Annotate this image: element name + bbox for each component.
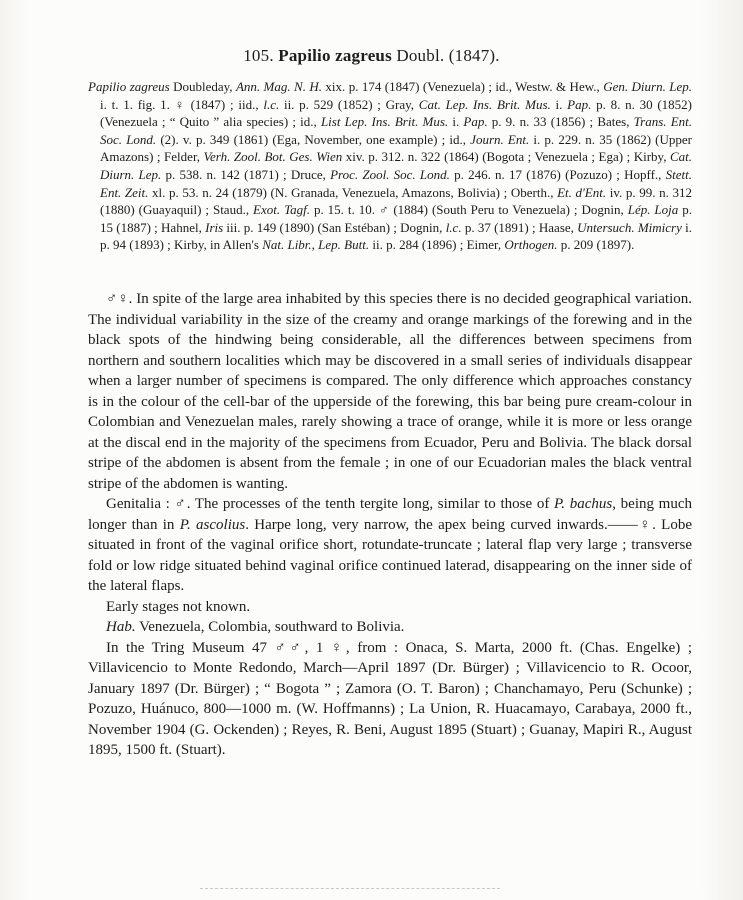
genitalia-text: Genitalia : ♂. The processes of the tenth tergite long, similar to those of [106,496,555,512]
syn-text: iii. p. 149 (1890) (San Estéban) ; Dognin, [223,219,446,235]
syn-text: i. [550,96,568,112]
syn-citation: Lép. Loja [627,202,679,218]
habitat-label: Hab. [106,619,136,635]
syn-text: xix. p. 174 (1847) (Venezuela) ; id., Westw. & Hew., [322,79,604,94]
syn-citation: Stett. Ent. Zeit. [100,166,692,200]
genitalia-text: . Harpe long, very narrow, the apex being curved inwards.——♀. Lobe situated in front of the vaginal orifice short, rotundate-truncate ; lateral flap very large ; transverse fold or low ridge situated behind vaginal orifice continued laterad, disappearing on the inner side of the lateral flaps. [88,516,692,594]
species-number: 105. [243,46,274,65]
syn-citation: List Lep. Ins. Brit. Mus. [320,114,449,130]
early-stages-paragraph: Early stages not known. [106,598,251,615]
syn-text: xiv. p. 312. n. 322 (1864) (Bogota ; Venezuela ; Ega) ; Kirby, [342,149,670,165]
syn-genus-name: Papilio zagreus [88,79,170,94]
syn-text: p. 209 (1897). [557,237,635,253]
syn-text: p. 15. t. 10. ♂ (1884) (South Peru to Venezuela) ; Dognin, [309,202,628,218]
syn-citation: Cat. Diurn. Lep. [100,149,693,182]
species-heading [0,46,743,66]
syn-text: i. t. 1. fig. 1. ♀ (1847) ; iid., [100,96,264,112]
museum-records-paragraph: In the Tring Museum 47 ♂♂, 1 ♀, from : Onaca, S. Marta, 2000 ft. (Chas. Engelke) ; Villavicencio to Monte Redondo, March—April 1897 (Dr. Bürger) ; Villavicencio to R. Ocoor, January 1897 (Dr. Bürger) ; “ Bogota ” ; Zamora (O. T. Baron) ; Chanchamayo, Peru (Schunke) ; Pozuzo, Huánuco, 800—1000 m. (W. Hoffmanns) ; La Union, R. Huacamayo, Carabaya, 2000 ft., November 1904 (G. Ockenden) ; Reyes, R. Beni, August 1895 (Stuart) ; Guanay, Mapiri R., August 1895, 1500 ft. (Stuart). [88,639,692,758]
syn-text: p. 9. n. 33 (1856) ; Bates, [487,114,634,130]
syn-citation: Pap. [567,96,592,112]
genitalia-text: , being much longer than in [88,496,692,533]
syn-text: (2). v. p. 349 (1861) (Ega, November, one example) ; id., [156,131,471,147]
syn-text: p. 8. n. 30 (1852) (Venezuela ; “ Quito ” alia species) ; id., [100,96,692,130]
syn-text: p. 15 (1887) ; Hahnel, [100,202,692,235]
syn-text: ii. p. 529 (1852) ; Gray, [279,96,419,112]
synonymy-block [88,78,692,254]
syn-citation: Journ. Ent. [470,131,530,147]
species-ref: P. ascolius [179,516,246,533]
syn-citation: Verh. Zool. Bot. Ges. Wien [203,149,343,165]
syn-text: i. p. 94 (1893) ; Kirby, in Allen's [100,219,693,253]
species-ref: P. bachus [554,496,613,512]
syn-text: p. 37 (1891) ; Haase, [461,219,578,235]
body-text [88,289,692,761]
syn-citation: l.c. [445,219,462,235]
species-author: Doubl. (1847). [396,46,500,65]
footer-rule [200,888,500,890]
syn-text: i. [448,114,464,130]
syn-text: i. p. 229. n. 35 (1862) (Upper Amazons) ; Felder, [100,131,693,165]
genitalia-paragraph [88,494,692,597]
syn-citation: Cat. Lep. Ins. Brit. Mus. [418,96,551,112]
syn-citation: Ann. Mag. N. H. [235,79,323,94]
habitat-paragraph [88,617,692,638]
syn-citation: Gen. Diurn. Lep. [603,79,692,94]
syn-text: iv. p. 99. n. 312 (1880) (Guayaquil) ; Staud., [100,184,692,218]
syn-citation: Trans. Ent. Soc. Lond. [100,114,692,147]
syn-text: xl. p. 53. n. 24 (1879) (N. Granada, Venezuela, Amazons, Bolivia) ; Oberth., [148,184,558,200]
syn-text: p. 538. n. 142 (1871) ; Druce, [161,166,331,182]
species-name: Papilio zagreus [278,46,392,65]
syn-citation: Exot. Tagf. [253,202,310,218]
syn-citation: Et. d'Ent. [557,184,607,200]
syn-citation: Proc. Zool. Soc. Lond. [330,166,450,182]
syn-citation: l.c. [263,96,280,112]
syn-citation: Nat. Libr., Lep. Butt. [262,237,370,253]
syn-citation: Orthogen. [504,237,558,253]
syn-citation: Pap. [463,114,488,130]
syn-citation: Iris [205,219,224,235]
syn-text: ii. p. 284 (1896) ; Eimer, [369,237,505,253]
variation-paragraph: ♂♀. In spite of the large area inhabited by this species there is no decided geographical variation. The individual variability in the size of the creamy and orange markings of the forewing and in the black spots of the hindwing being considerable, all the differences between specimens from northern and southern localities which may be discovered in a small series of individuals disappear when a larger number of specimens is compared. The only difference which approaches constancy is in the colour of the cell-bar of the upperside of the forewing, this bar being pure cream-colour in Colombian and Venezuelan males, rarely showing a trace of orange, while it is more or less orange at the discal end in the majority of the specimens from Ecuador, Peru and Bolivia. The black dorsal stripe of the abdomen is absent from the female ; in one of our Ecuadorian males the black ventral stripe of the abdomen is wanting. [88,291,692,492]
syn-text: Doubleday, [169,79,236,94]
syn-text: p. 246. n. 17 (1876) (Pozuzo) ; Hopff., [449,166,666,182]
habitat-text: Venezuela, Colombia, southward to Bolivia. [135,619,405,635]
syn-citation: Untersuch. Mimicry [577,219,682,235]
